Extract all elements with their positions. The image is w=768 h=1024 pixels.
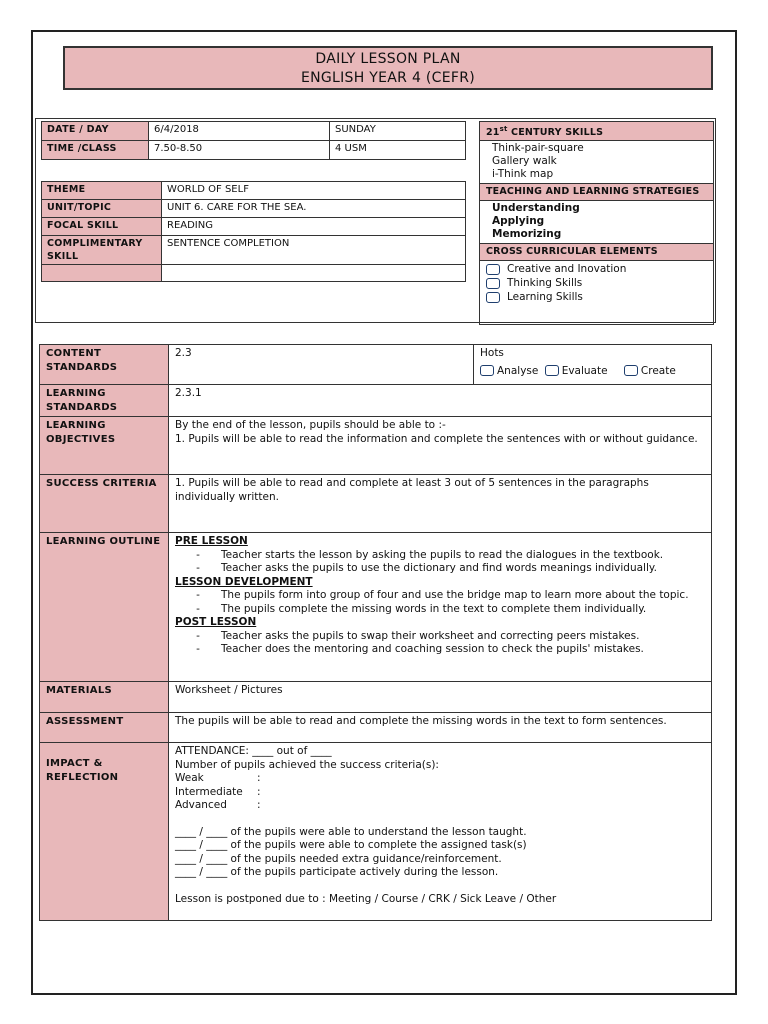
focal-label: FOCAL SKILL bbox=[42, 218, 162, 236]
reflection-line: ____ / ____ of the pupils needed extra guidance/reinforcement. bbox=[175, 852, 502, 865]
outline-label: LEARNING OUTLINE bbox=[40, 533, 169, 682]
assessment-value: The pupils will be able to read and complete the missing words in the text to form sentences. bbox=[169, 713, 712, 743]
level-row: Weak : bbox=[175, 772, 261, 784]
content-standards-value: 2.3 bbox=[169, 345, 474, 385]
hots-option[interactable]: Analyse bbox=[497, 364, 539, 377]
tls-item: Understanding bbox=[492, 202, 580, 215]
checkbox-icon[interactable] bbox=[545, 365, 559, 376]
checkbox-icon[interactable] bbox=[486, 264, 500, 275]
hots-option[interactable]: Evaluate bbox=[561, 364, 608, 377]
comp-label: COMPLIMENTARY SKILL bbox=[42, 236, 162, 265]
tls-list bbox=[480, 201, 714, 244]
tls-item: Applying bbox=[492, 215, 545, 228]
outline-value bbox=[169, 533, 712, 682]
skills-panel bbox=[479, 121, 714, 325]
checkbox-icon[interactable] bbox=[480, 365, 494, 376]
list-item: - Teacher does the mentoring and coaching session to check the pupils' mistakes. bbox=[196, 643, 644, 655]
objectives-item: 1. Pupils will be able to read the information and complete the sentences with or without guidance. bbox=[175, 432, 698, 445]
development-heading: LESSON DEVELOPMENT bbox=[175, 575, 313, 588]
theme-value: WORLD OF SELF bbox=[162, 182, 466, 200]
time-value: 7.50-8.50 bbox=[149, 141, 330, 160]
time-label: TIME /CLASS bbox=[42, 141, 149, 160]
attendance-line: ATTENDANCE: ____ out of ____ bbox=[175, 745, 332, 757]
checkbox-icon[interactable] bbox=[486, 278, 500, 289]
hots-cell bbox=[474, 345, 712, 385]
content-standards-label: CONTENT STANDARDS bbox=[40, 345, 169, 385]
reflection-line: ____ / ____ of the pupils were able to understand the lesson taught. bbox=[175, 825, 527, 838]
cce-option[interactable]: Thinking Skills bbox=[482, 276, 711, 290]
plan-table bbox=[39, 344, 712, 921]
assessment-label: ASSESSMENT bbox=[40, 713, 169, 743]
achieved-line: Number of pupils achieved the success criteria(s): bbox=[175, 758, 439, 771]
unit-value: UNIT 6. CARE FOR THE SEA. bbox=[162, 200, 466, 218]
learning-standards-value: 2.3.1 bbox=[169, 385, 712, 417]
list-item: - Teacher asks the pupils to swap their worksheet and correcting peers mistakes. bbox=[196, 629, 640, 642]
reflection-line: ____ / ____ of the pupils participate actively during the lesson. bbox=[175, 866, 499, 878]
learning-standards-label: LEARNING STANDARDS bbox=[40, 385, 169, 417]
list-item: - The pupils complete the missing words in the text to complete them individually. bbox=[196, 602, 647, 615]
century-heading: 21st CENTURY SKILLS bbox=[480, 122, 714, 141]
postponed-line: Lesson is postponed due to : Meeting / Course / CRK / Sick Leave / Other bbox=[175, 892, 557, 905]
focal-value: READING bbox=[162, 218, 466, 236]
impact-value bbox=[169, 743, 712, 921]
objectives-label: LEARNING OBJECTIVES bbox=[40, 417, 169, 475]
pre-lesson-heading: PRE LESSON bbox=[175, 535, 248, 547]
tls-item: Memorizing bbox=[492, 228, 562, 241]
checkbox-icon[interactable] bbox=[624, 365, 638, 376]
class-value: 4 USM bbox=[330, 141, 466, 160]
unit-label: UNIT/TOPIC bbox=[42, 200, 162, 218]
cce-option[interactable]: Creative and Inovation bbox=[482, 262, 711, 276]
success-criteria-label: SUCCESS CRITERIA bbox=[40, 475, 169, 533]
schedule-table bbox=[41, 121, 466, 160]
century-item: i-Think map bbox=[492, 168, 554, 181]
cce-list bbox=[480, 261, 714, 325]
theme-label: THEME bbox=[42, 182, 162, 200]
century-item: Think-pair-square bbox=[492, 142, 584, 155]
century-item: Gallery walk bbox=[492, 155, 557, 168]
cce-heading: CROSS CURRICULAR ELEMENTS bbox=[480, 244, 714, 261]
level-row: Advanced : bbox=[175, 799, 261, 811]
impact-label: IMPACT & REFLECTION bbox=[40, 743, 169, 921]
page-subtitle: ENGLISH YEAR 4 (CEFR) bbox=[300, 70, 476, 86]
cce-option[interactable]: Learning Skills bbox=[482, 290, 711, 304]
topic-table bbox=[41, 181, 466, 282]
reflection-line: ____ / ____ of the pupils were able to complete the assigned task(s) bbox=[175, 839, 527, 851]
objectives-intro: By the end of the lesson, pupils should be able to :- bbox=[175, 419, 446, 431]
checkbox-icon[interactable] bbox=[486, 292, 500, 303]
list-item: - The pupils form into group of four and use the bridge map to learn more about the topic. bbox=[196, 589, 689, 601]
empty-label-cell bbox=[42, 265, 162, 282]
materials-value: Worksheet / Pictures bbox=[169, 682, 712, 713]
date-value: 6/4/2018 bbox=[149, 122, 330, 141]
hots-option[interactable]: Create bbox=[640, 364, 676, 377]
post-lesson-heading: POST LESSON bbox=[175, 616, 257, 628]
title-banner bbox=[63, 46, 713, 90]
page-title: DAILY LESSON PLAN bbox=[315, 51, 461, 67]
list-item: - Teacher asks the pupils to use the dictionary and find words meanings individually. bbox=[196, 562, 657, 574]
tls-heading: TEACHING AND LEARNING STRATEGIES bbox=[480, 184, 714, 201]
empty-value-cell bbox=[162, 265, 466, 282]
day-value: SUNDAY bbox=[330, 122, 466, 141]
materials-label: MATERIALS bbox=[40, 682, 169, 713]
date-label: DATE / DAY bbox=[42, 122, 149, 141]
success-criteria-value: 1. Pupils will be able to read and complete at least 3 out of 5 sentences in the paragraphs individually written. bbox=[169, 475, 712, 533]
hots-options bbox=[480, 365, 705, 379]
century-list bbox=[480, 141, 714, 184]
hots-label: Hots bbox=[480, 347, 504, 359]
comp-value: SENTENCE COMPLETION bbox=[162, 236, 466, 265]
objectives-value bbox=[169, 417, 712, 475]
level-row: Intermediate : bbox=[175, 785, 261, 798]
list-item: - Teacher starts the lesson by asking the pupils to read the dialogues in the textbook. bbox=[196, 548, 664, 561]
